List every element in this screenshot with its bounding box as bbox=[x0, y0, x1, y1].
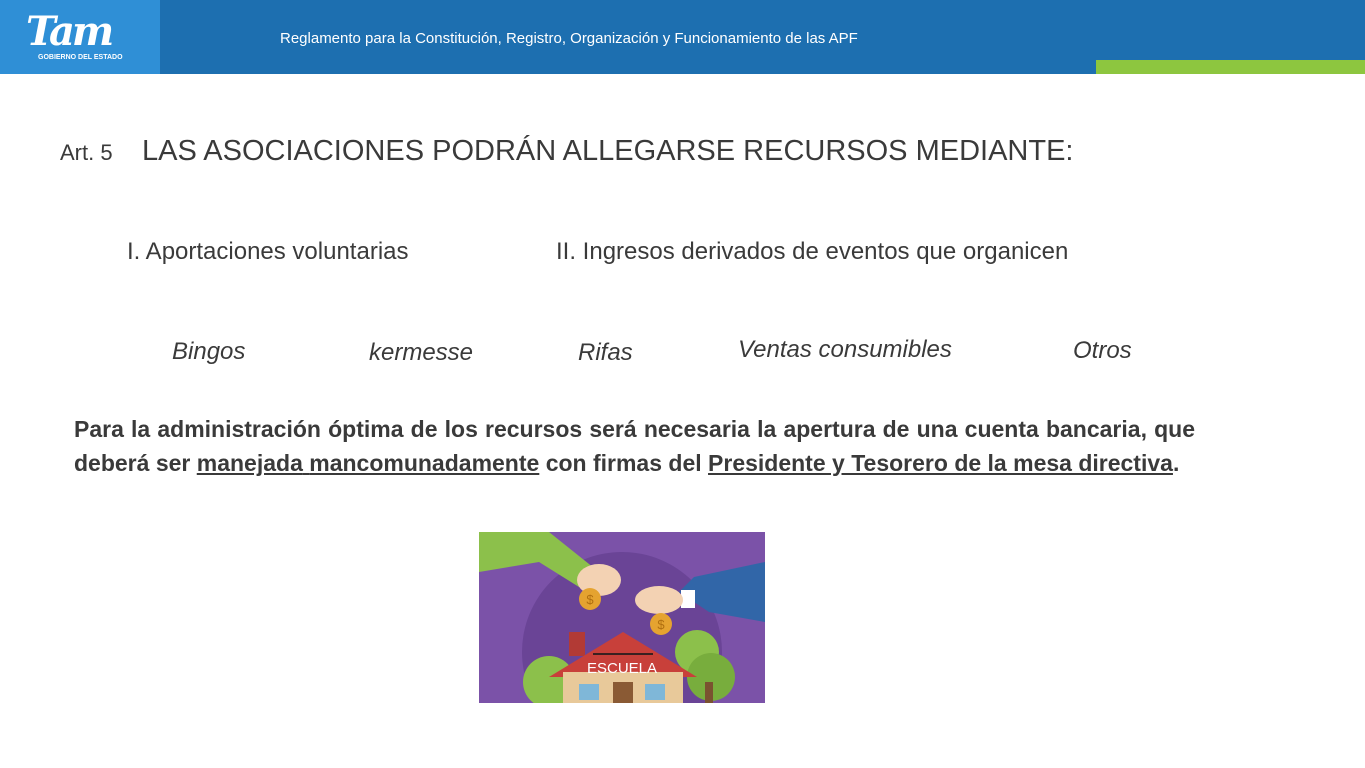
underlined-manejada: manejada bbox=[196, 450, 303, 476]
state-logo bbox=[0, 0, 160, 74]
event-otros: Otros bbox=[1073, 337, 1132, 364]
logo-text: Tam bbox=[26, 8, 112, 55]
underlined-mancomunadamente: mancomunadamente bbox=[309, 450, 540, 476]
underlined-signatories: Presidente y Tesorero de la mesa directiva bbox=[708, 450, 1173, 476]
section-event-income: II. Ingresos derivados de eventos que organicen bbox=[556, 238, 1069, 265]
bank-account-paragraph bbox=[74, 412, 1195, 480]
coin-symbol-2: $ bbox=[657, 617, 665, 632]
paragraph-text-2: con firmas del bbox=[539, 450, 709, 476]
article-number: Art. 5 bbox=[60, 140, 113, 165]
school-label: ESCUELA bbox=[586, 660, 658, 677]
illustration-svg bbox=[479, 532, 765, 703]
section-voluntary-contributions: I. Aportaciones voluntarias bbox=[127, 238, 409, 265]
school-funding-illustration bbox=[479, 532, 765, 703]
header-title: Reglamento para la Constitución, Registro, Organización y Funcionamiento de las APF bbox=[280, 30, 858, 47]
paragraph-text-3: . bbox=[1172, 450, 1180, 476]
event-kermesse: kermesse bbox=[369, 339, 474, 366]
event-bingos: Bingos bbox=[172, 338, 246, 365]
coin-symbol-1: $ bbox=[586, 592, 594, 607]
paragraph-text-1: Para la administración óptima de los recursos será necesaria la apertura de una cuenta bancaria, que deberá ser bbox=[74, 416, 1195, 476]
logo-subtitle: GOBIERNO DEL ESTADO bbox=[38, 54, 123, 61]
accent-bar bbox=[1096, 60, 1365, 74]
article-title: LAS ASOCIACIONES PODRÁN ALLEGARSE RECURSOS MEDIANTE: bbox=[142, 135, 1074, 167]
event-ventas-consumibles: Ventas consumibles bbox=[738, 336, 952, 363]
event-rifas: Rifas bbox=[578, 339, 633, 366]
